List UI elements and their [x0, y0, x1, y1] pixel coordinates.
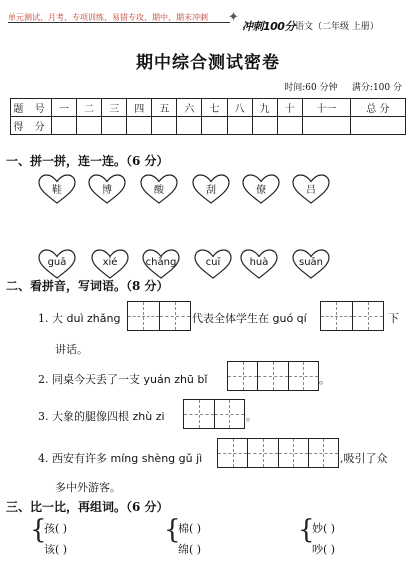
- word-pair-item[interactable]: 孩( ): [44, 522, 68, 535]
- character-label: 博: [102, 185, 112, 196]
- sparkle-icon: ✦: [228, 10, 239, 25]
- word-pair-item[interactable]: 该( ): [44, 543, 68, 556]
- brace-icon: {: [164, 515, 181, 545]
- score-input-cell[interactable]: [202, 117, 227, 135]
- character-label: 僚: [256, 185, 266, 196]
- answer-grid[interactable]: [183, 399, 245, 429]
- table-header-cell: 题 号: [11, 99, 52, 117]
- pinyin-heart[interactable]: [194, 249, 232, 279]
- pinyin-heart[interactable]: [91, 249, 129, 279]
- score-input-cell[interactable]: [127, 117, 152, 135]
- page-title: 期中综合测试密卷: [136, 53, 280, 73]
- pinyin-heart[interactable]: [292, 249, 330, 279]
- question-2: 2. 同桌今天丢了一支 yuán zhū bǐ: [38, 373, 208, 386]
- score-input-cell[interactable]: [152, 117, 177, 135]
- pinyin-heart[interactable]: [38, 249, 76, 279]
- table-header-cell: 二: [77, 99, 102, 117]
- question-4: 4. 西安有许多 míng shèng gǔ jì: [38, 452, 203, 465]
- brand-logo: 冲刺100分: [242, 20, 295, 33]
- word-pair-item[interactable]: 吵( ): [312, 543, 336, 556]
- question-4-continued: 多中外游客。: [55, 481, 121, 494]
- question-1: 1. 大 duì zhǎng: [38, 312, 121, 325]
- character-heart[interactable]: [192, 174, 230, 204]
- table-header-cell: 八: [227, 99, 252, 117]
- header-rule: [8, 22, 230, 23]
- brace-icon: {: [30, 515, 47, 545]
- table-header-cell: 总 分: [350, 99, 405, 117]
- word-pair-item[interactable]: 绵( ): [178, 543, 202, 556]
- score-input-cell[interactable]: [302, 117, 350, 135]
- character-heart[interactable]: [38, 174, 76, 204]
- table-header-cell: 六: [177, 99, 202, 117]
- answer-grid[interactable]: [320, 301, 384, 331]
- question-3: 3. 大象的腿像四根 zhù zi: [38, 410, 165, 423]
- character-label: 刮: [206, 185, 216, 196]
- score-input-cell[interactable]: [277, 117, 302, 135]
- pinyin-label: huà: [249, 257, 269, 268]
- character-label: 鞋: [52, 185, 62, 196]
- table-header-cell: 十一: [302, 99, 350, 117]
- pinyin-heart[interactable]: [240, 249, 278, 279]
- section-2-title: 二、看拼音，写词语。（8 分）: [6, 279, 169, 293]
- pinyin-label: chǎng: [145, 257, 177, 268]
- pinyin-label: guā: [47, 257, 67, 268]
- pinyin-heart[interactable]: [142, 249, 180, 279]
- table-header-cell: 四: [127, 99, 152, 117]
- character-heart[interactable]: [292, 174, 330, 204]
- character-heart[interactable]: [88, 174, 126, 204]
- pinyin-label: suān: [298, 257, 323, 268]
- character-heart[interactable]: [140, 174, 178, 204]
- table-header-cell: 九: [252, 99, 277, 117]
- grade-label: 语文（二年级 上册）: [295, 22, 379, 32]
- exam-meta: [284, 80, 402, 93]
- score-input-cell[interactable]: [227, 117, 252, 135]
- full-score: 满分:100 分: [351, 83, 402, 93]
- character-label: 酸: [154, 185, 164, 196]
- score-input-cell[interactable]: [177, 117, 202, 135]
- score-input-cell[interactable]: [77, 117, 102, 135]
- table-header-cell: 三: [102, 99, 127, 117]
- character-heart[interactable]: [242, 174, 280, 204]
- table-header-cell: 五: [152, 99, 177, 117]
- series-banner: 单元测试、月考、专项训练、易错专攻、期中、期末冲刺: [8, 13, 208, 22]
- question-1-continued: 讲话。: [55, 343, 88, 356]
- score-table: [10, 98, 406, 135]
- score-input-cell[interactable]: [252, 117, 277, 135]
- score-input-cell[interactable]: [350, 117, 405, 135]
- score-table-header-row: [11, 99, 406, 117]
- answer-grid[interactable]: [127, 301, 191, 331]
- character-label: 吕: [306, 185, 316, 196]
- word-pair-item[interactable]: 棉( ): [178, 522, 202, 535]
- pinyin-label: xié: [102, 257, 118, 268]
- section-3-title: 三、比一比，再组词。（6 分）: [6, 500, 169, 514]
- time-limit: 时间:60 分钟: [284, 83, 338, 93]
- answer-grid[interactable]: [227, 361, 319, 391]
- answer-grid[interactable]: [217, 438, 339, 468]
- pinyin-label: cuī: [205, 257, 221, 268]
- score-input-cell[interactable]: [102, 117, 127, 135]
- score-table-score-row: [11, 117, 406, 135]
- table-header-cell: 十: [277, 99, 302, 117]
- section-1-title: 一、拼一拼，连一连。（6 分）: [6, 154, 169, 168]
- word-pair-item[interactable]: 妙( ): [312, 522, 336, 535]
- score-row-label: 得 分: [11, 117, 52, 135]
- table-header-cell: 一: [52, 99, 77, 117]
- table-header-cell: 七: [202, 99, 227, 117]
- brace-icon: {: [298, 515, 315, 545]
- score-input-cell[interactable]: [52, 117, 77, 135]
